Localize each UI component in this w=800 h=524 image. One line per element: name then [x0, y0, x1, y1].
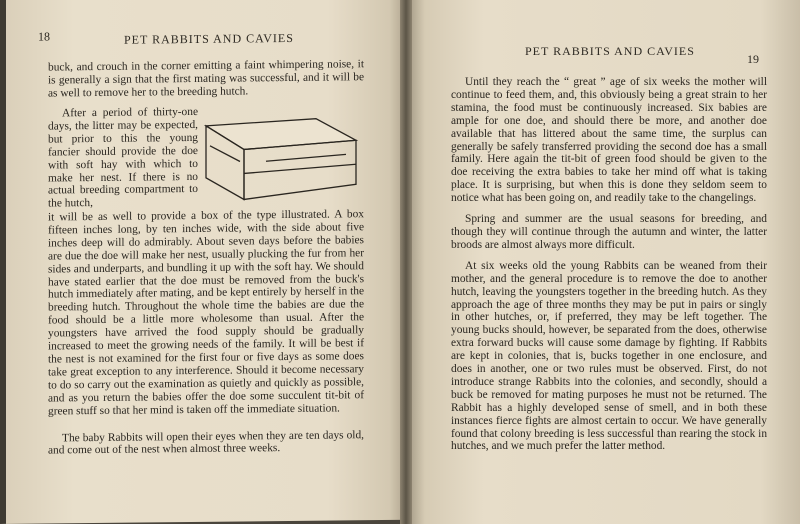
left-page-number: 18	[38, 29, 50, 44]
left-wrap-paragraph: After a period of thirty-one days, the litter may be expected, but prior to this the young fancier should provide the doe with soft hay with which to make her nest. If there is no actual breeding compartment to the hutch,	[48, 105, 198, 210]
breeding-box-illustration	[196, 114, 362, 206]
right-running-head: PET RABBITS AND CAVIES	[525, 44, 695, 58]
right-paragraph-3: At six weeks old the young Rabbits can be weaned from their mother, and the general procedure is to remove the doe to another hutch, leaving the youngsters together in the breeding hutch. As they approach the age of three months they may be put in pairs or singly in other hutches, or, if preferred, they may be left together. The young bucks should, however, be separated from the does, otherwise extra forward bucks will cause some damage by fighting. If Rabbits are kept in colonies, that is, bucks together in one enclosure, and does in another, one or two rules must be observed. First, do not introduce strange Rabbits into the colonies, and secondly, should a buck be removed for mating purposes he must not be returned. The Rabbit has a highly developed sense of smell, and in both these instances fierce fights are almost certain to occur. We have generally found that colony breeding is less successful than rearing the stock in hutches, and we much prefer the latter method.	[451, 259, 768, 453]
right-body	[451, 76, 767, 461]
left-last-paragraph: The baby Rabbits will open their eyes when they are ten days old, and come out of the nest when almost three weeks.	[48, 428, 364, 457]
left-running-head: PET RABBITS AND CAVIES	[124, 30, 294, 47]
right-paragraph-2: Spring and summer are the usual seasons for breeding, and though they will continue through the autumn and winter, the latter broods are almost always more difficult.	[451, 213, 767, 251]
left-intro-paragraph: buck, and crouch in the corner emitting a faint whimpering noise, it is generally a sign that the first mating was successful, and it will be as well to remove her to the breeding hutch.	[48, 58, 364, 100]
right-paragraph-1: Until they reach the “ great ” age of six weeks the mother will continue to feed them, and, this obviously being a great strain to her stamina, the food must be continuously increased. Six babies are ample for one doe, and should there be more, and another doe available that has littered about the same time, the surplus can generally be safely transferred providing the second doe has a small family. Here again the tit-bit of green food should be given to the doe receiving the extra babies to take her mind off what is taking place. It is surprising, but when this is done they seldom seem to notice what has been going on, and readily take to the changelings.	[451, 76, 767, 205]
left-body	[48, 58, 364, 108]
left-main-paragraph: it will be as well to provide a box of the type illustrated. A box fifteen inches long, by ten inches wide, with the side about five inches deep will do admirably. About seven days before the babies are due the doe will make her nest, usually plucking the fur from her sides and underparts, and bundling it up with the soft hay. We should have stated earlier that the doe must be removed from the buck's hutch immediately after mating, and be kept entirely by herself in the breeding hutch. Throughout the whole time the babies are due the food should be a little more wholesome than usual. After the youngsters have arrived the food supply should be gradually increased to meet the growing needs of the family. It will be best if the nest is not examined for the first four or five days as some does take great exception to any interference. Should it become necessary to do so carry out the examination as quietly and quickly as possible, and as you return the babies offer the doe some succulent tit-bit of green stuff so that her mind is taken off the immediate situation.	[48, 208, 364, 418]
right-page	[405, 0, 800, 524]
left-body-continued	[48, 208, 364, 466]
page-edge	[0, 0, 6, 524]
book-gutter	[400, 0, 412, 524]
right-page-number: 19	[747, 52, 759, 66]
